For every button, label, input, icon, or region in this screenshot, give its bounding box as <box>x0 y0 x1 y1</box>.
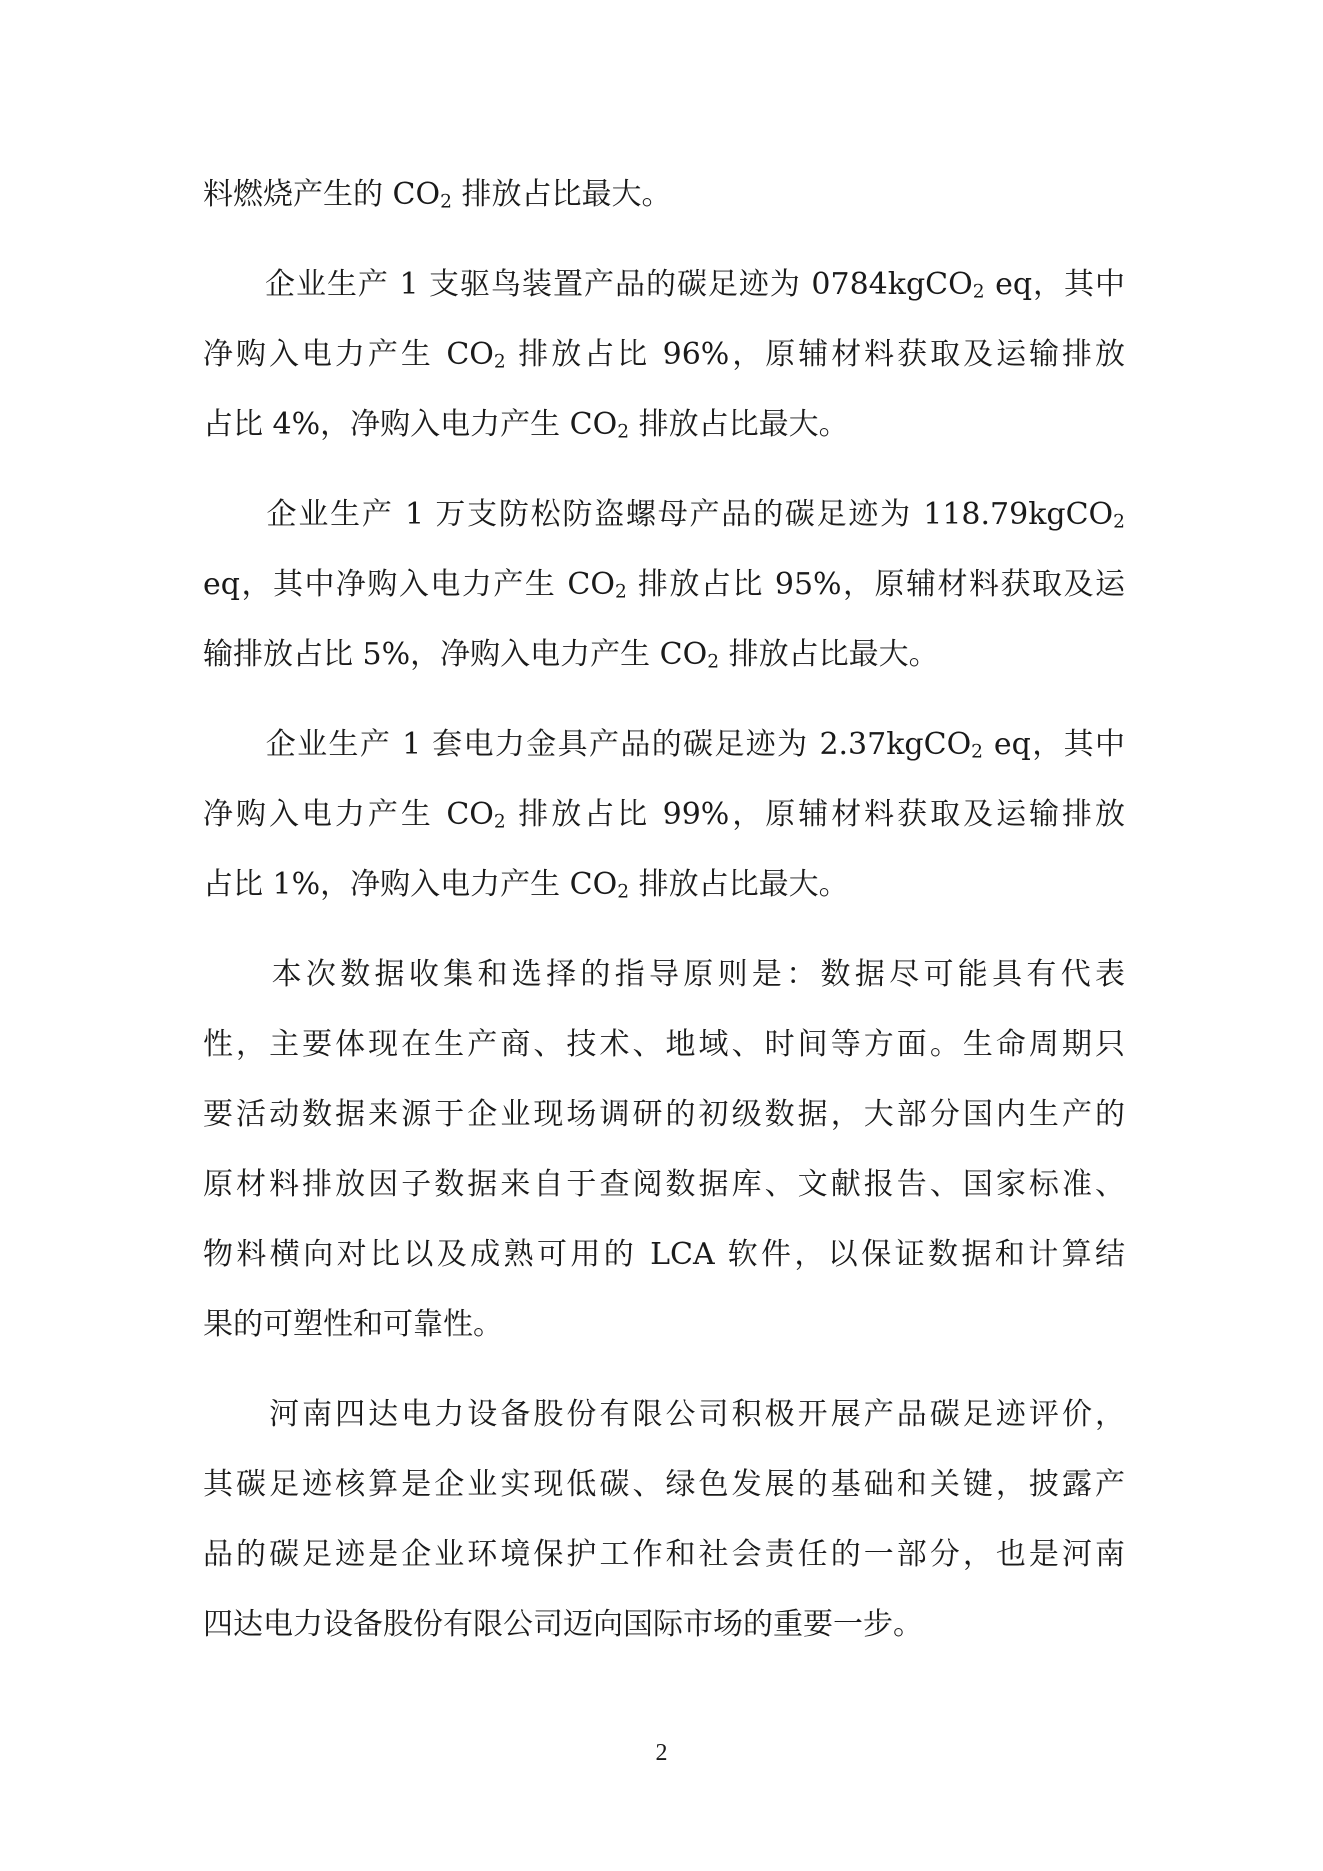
text-run: 本次数据收集和选择的指导原则是：数据尽可能具有代表 <box>203 957 1125 992</box>
paragraph-gap <box>203 690 1125 710</box>
subscript: 2 <box>493 811 506 833</box>
text-line <box>203 850 1125 920</box>
text-run: 四达电力设备股份有限公司迈向国际市场的重要一步。 <box>203 1607 923 1642</box>
subscript: 2 <box>440 191 452 213</box>
text-line <box>203 1150 1125 1220</box>
subscript: 2 <box>614 581 627 603</box>
paragraph-intro-tail <box>203 160 1125 230</box>
text-line <box>203 390 1125 460</box>
text-run: 果的可塑性和可靠性。 <box>203 1307 503 1342</box>
text-line <box>203 1080 1125 1150</box>
text-run: 料燃烧产生的 CO <box>203 177 441 212</box>
text-run: 物料横向对比以及成熟可用的 LCA 软件，以保证数据和计算结 <box>203 1237 1125 1272</box>
text-line <box>203 320 1125 390</box>
text-run: 占比 4%，净购入电力产生 CO <box>203 407 618 442</box>
text-run: 品的碳足迹是企业环境保护工作和社会责任的一部分，也是河南 <box>203 1537 1125 1572</box>
subscript: 2 <box>972 281 985 303</box>
subscript: 2 <box>971 741 984 763</box>
text-line <box>203 480 1125 550</box>
text-line <box>203 1010 1125 1080</box>
text-line <box>203 1450 1125 1520</box>
text-run: 排放占比最大。 <box>629 407 849 442</box>
paragraph-gap <box>203 230 1125 250</box>
text-run: 净购入电力产生 CO <box>203 337 494 372</box>
text-run: 要活动数据来源于企业现场调研的初级数据，大部分国内生产的 <box>203 1097 1125 1132</box>
text-line <box>203 940 1125 1010</box>
text-run: eq，其中 <box>983 727 1125 762</box>
text-line <box>203 1380 1125 1450</box>
text-line <box>203 550 1125 620</box>
text-run: eq，其中 <box>984 267 1125 302</box>
text-run: 排放占比 95%，原辅材料获取及运 <box>626 567 1125 602</box>
paragraph-gap <box>203 460 1125 480</box>
subscript: 2 <box>617 881 630 903</box>
text-run: 占比 1%，净购入电力产生 CO <box>203 867 618 902</box>
text-run: 企业生产 1 套电力金具产品的碳足迹为 2.37kgCO <box>203 727 972 762</box>
text-line <box>203 1290 1125 1360</box>
text-line <box>203 250 1125 320</box>
paragraph-bird-repeller <box>203 250 1125 460</box>
subscript: 2 <box>707 651 720 673</box>
text-line <box>203 780 1125 850</box>
paragraph-gap <box>203 920 1125 940</box>
text-run: 排放占比 99%，原辅材料获取及运输排放 <box>505 797 1125 832</box>
text-run: 排放占比最大。 <box>719 637 939 672</box>
subscript: 2 <box>493 351 506 373</box>
page-number: 2 <box>655 1740 668 1766</box>
text-run: 企业生产 1 支驱鸟装置产品的碳足迹为 0784kgCO <box>203 267 973 302</box>
text-run: 原材料排放因子数据来自于查阅数据库、文献报告、国家标准、 <box>203 1167 1125 1202</box>
text-line <box>203 710 1125 780</box>
text-run: 净购入电力产生 CO <box>203 797 494 832</box>
text-run: 排放占比最大。 <box>629 867 849 902</box>
text-run: eq，其中净购入电力产生 CO <box>203 567 615 602</box>
text-run: 性，主要体现在生产商、技术、地域、时间等方面。生命周期只 <box>203 1027 1125 1062</box>
text-run: 其碳足迹核算是企业实现低碳、绿色发展的基础和关键，披露产 <box>203 1467 1125 1502</box>
paragraph-gap <box>203 1360 1125 1380</box>
text-line <box>203 160 1125 230</box>
text-line <box>203 620 1125 690</box>
body-text <box>203 160 1125 1660</box>
text-run: 企业生产 1 万支防松防盗螺母产品的碳足迹为 118.79kgCO <box>203 497 1114 532</box>
subscript: 2 <box>617 421 630 443</box>
paragraph-company-summary <box>203 1380 1125 1660</box>
paragraph-data-principles <box>203 940 1125 1360</box>
subscript: 2 <box>1113 511 1125 533</box>
text-run: 排放占比 96%，原辅材料获取及运输排放 <box>505 337 1125 372</box>
text-line <box>203 1520 1125 1590</box>
text-run: 排放占比最大。 <box>451 177 672 212</box>
paragraph-power-fittings <box>203 710 1125 920</box>
text-run: 输排放占比 5%，净购入电力产生 CO <box>203 637 708 672</box>
text-line <box>203 1590 1125 1660</box>
text-line <box>203 1220 1125 1290</box>
text-run: 河南四达电力设备股份有限公司积极开展产品碳足迹评价， <box>203 1397 1125 1432</box>
paragraph-anti-theft-nut <box>203 480 1125 690</box>
